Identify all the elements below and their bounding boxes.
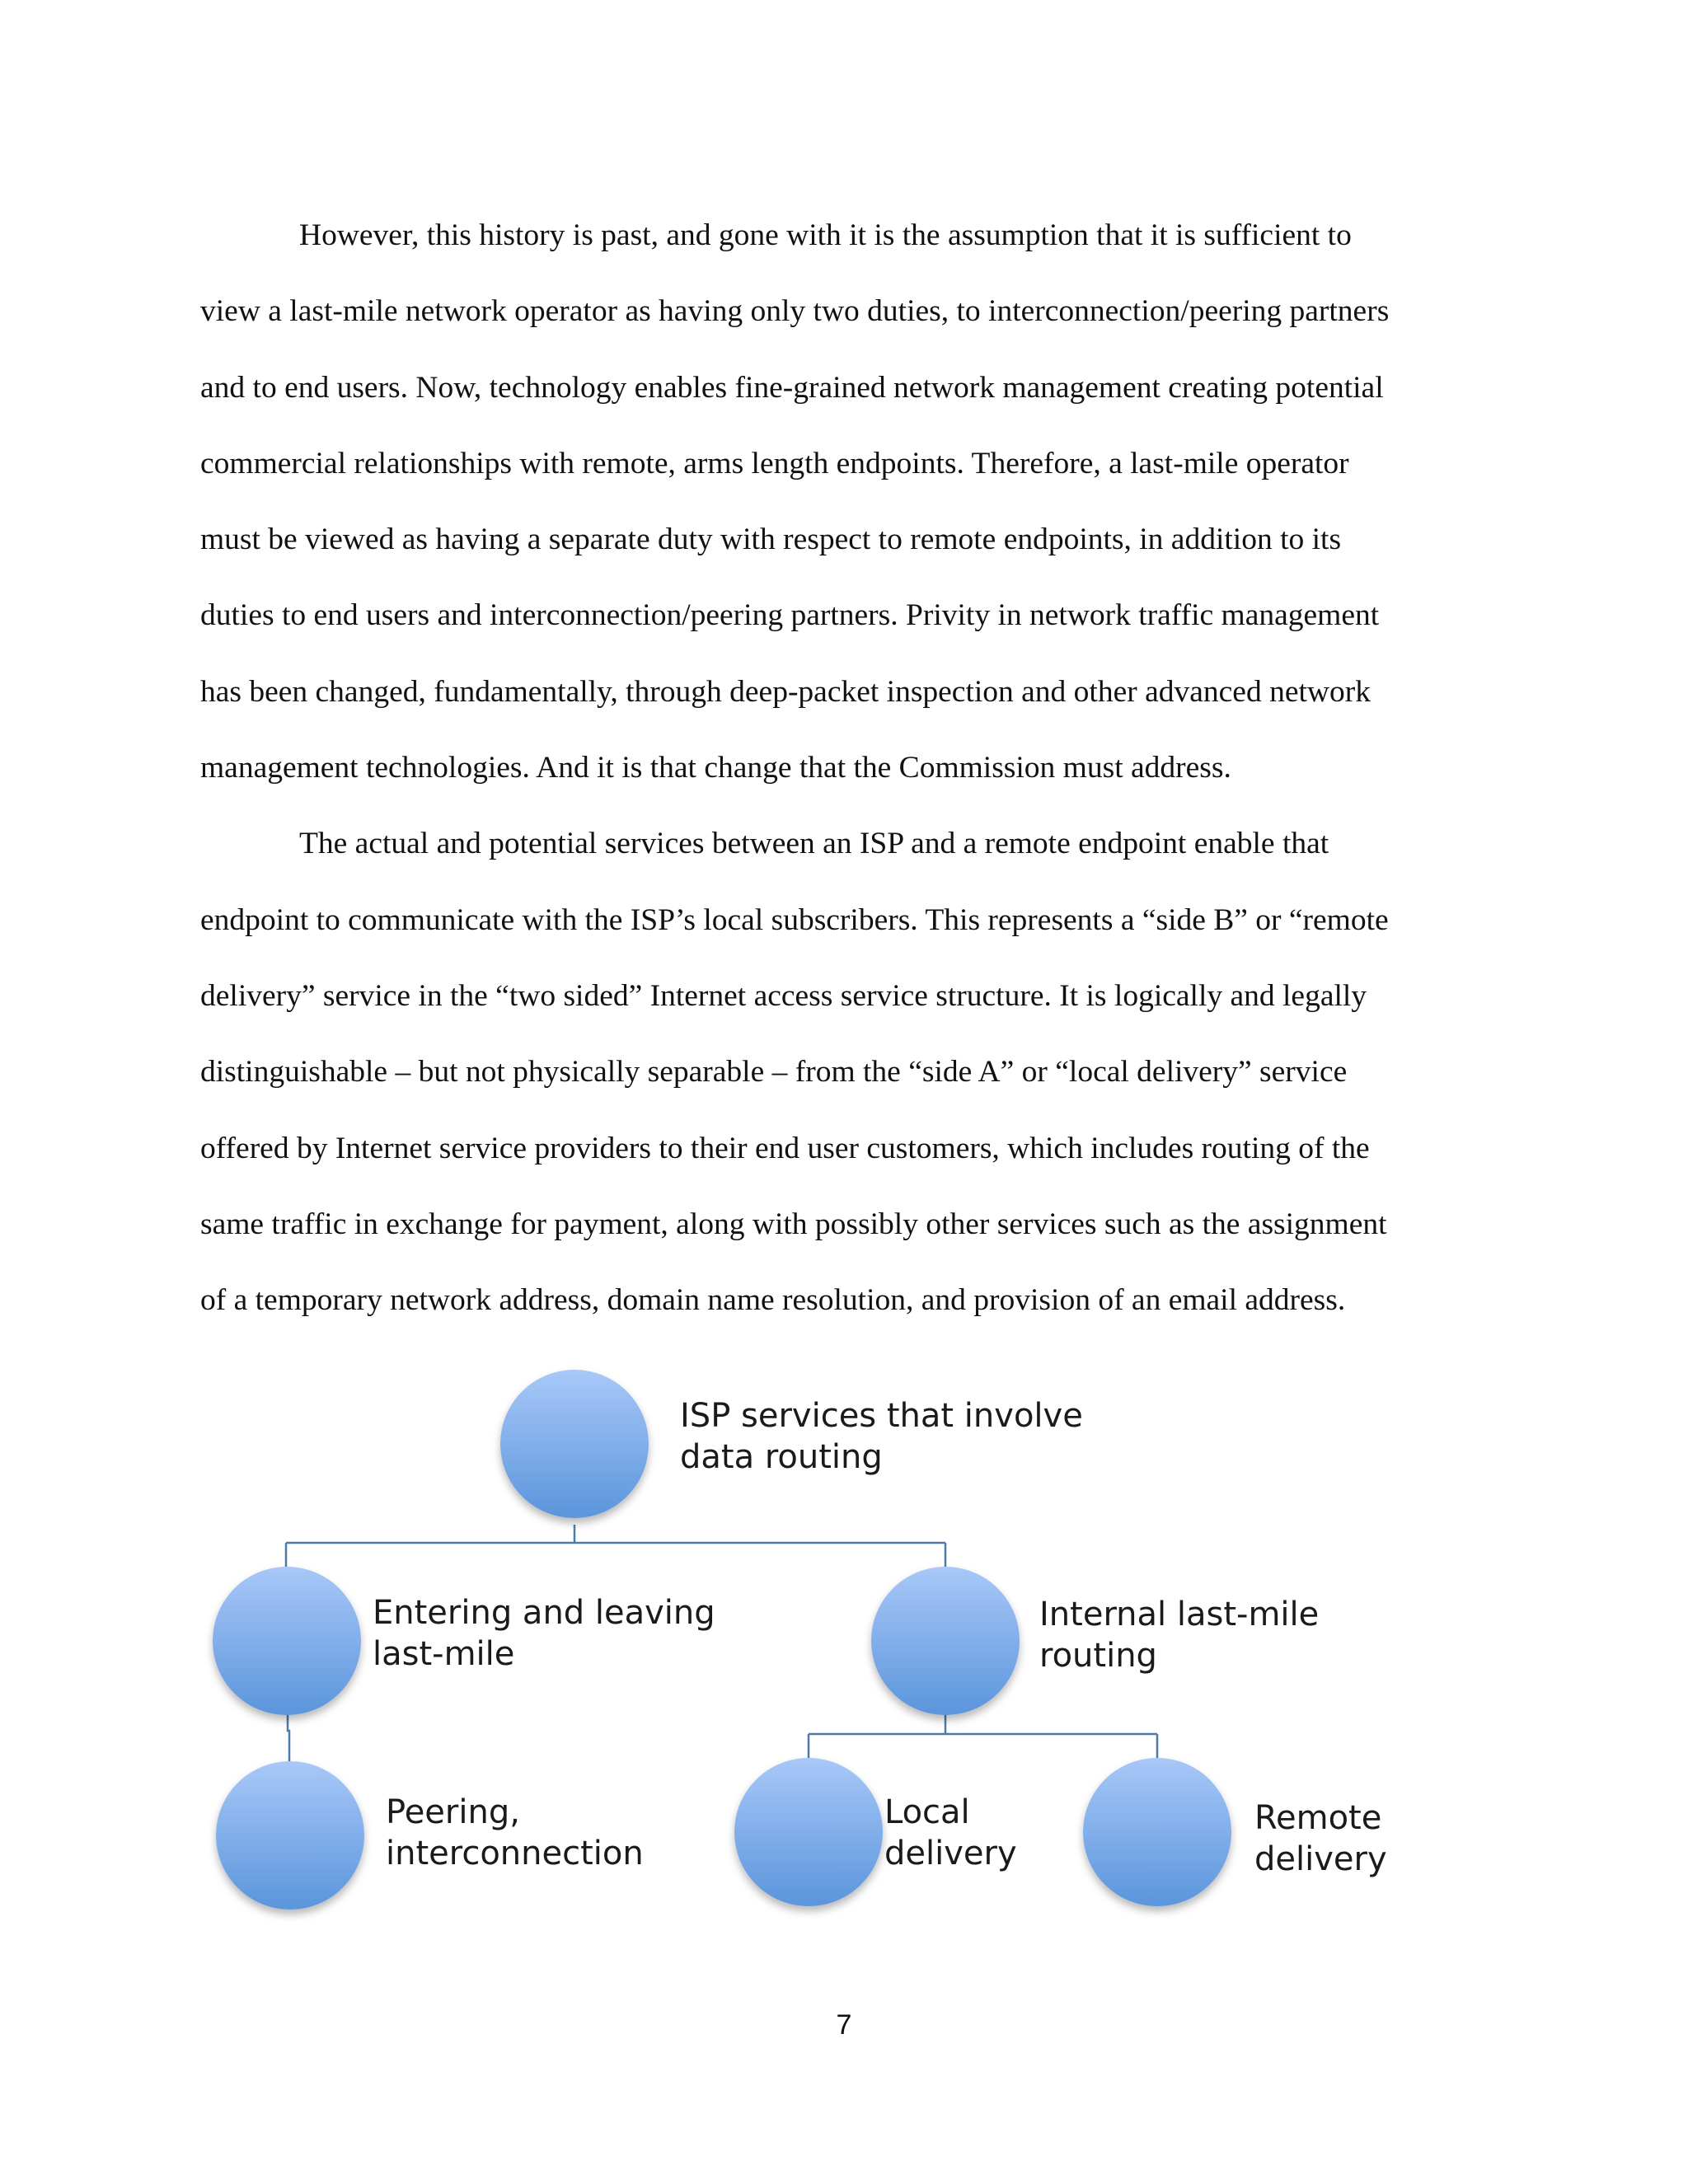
- node-entering-circle: [213, 1567, 361, 1715]
- paragraph-1-line-6: duties to end users and interconnection/peering partners. Privity in network traffic management: [200, 598, 1380, 633]
- paragraph-1-line-1: However, this history is past, and gone with it is the assumption that it is sufficient to: [299, 218, 1352, 252]
- paragraph-2-line-5: offered by Internet service providers to their end user customers, which includes routing of the: [200, 1131, 1370, 1165]
- node-peering-circle: [216, 1761, 364, 1910]
- page-number: 7: [836, 2009, 852, 2041]
- paragraph-2-line-4: distinguishable – but not physically separable – from the “side A” or “local delivery” service: [200, 1055, 1348, 1090]
- node-internal-circle: [871, 1567, 1020, 1715]
- paragraph-2-line-6: same traffic in exchange for payment, along with possibly other services such as the assignment: [200, 1207, 1387, 1241]
- body-text: [200, 198, 1519, 1338]
- paragraph-1-line-7: has been changed, fundamentally, through deep-packet inspection and other advanced network: [200, 674, 1371, 709]
- paragraph-2-line-2: endpoint to communicate with the ISP’s local subscribers. This represents a “side B” or “remote: [200, 902, 1389, 937]
- node-root-circle: [500, 1370, 649, 1518]
- paragraph-2-line-3: delivery” service in the “two sided” Internet access service structure. It is logically and legally: [200, 978, 1367, 1013]
- node-remote-circle: [1083, 1758, 1231, 1906]
- node-local-label: Local delivery: [884, 1793, 1017, 1872]
- node-entering-label: Entering and leaving last-mile: [373, 1594, 715, 1673]
- paragraph-1-line-3: and to end users. Now, technology enables fine-grained network management creating potential: [200, 370, 1384, 405]
- node-remote-label: Remote delivery: [1254, 1799, 1387, 1878]
- paragraph-1-line-5: must be viewed as having a separate duty with respect to remote endpoints, in addition to its: [200, 523, 1342, 557]
- node-root-label: ISP services that involve data routing: [680, 1397, 1083, 1476]
- paragraph-1-line-2: view a last-mile network operator as having only two duties, to interconnection/peering partners: [200, 294, 1390, 329]
- connector-peering: [288, 1714, 289, 1762]
- paragraph-1-line-8: management technologies. And it is that change that the Commission must address.: [200, 751, 1231, 785]
- paragraph-1-line-4: commercial relationships with remote, arms length endpoints. Therefore, a last-mile operator: [200, 446, 1349, 480]
- node-peering-label: Peering, interconnection: [386, 1793, 644, 1872]
- hierarchy-diagram: [0, 1352, 1688, 1929]
- paragraph-2-line-1: The actual and potential services between an ISP and a remote endpoint enable that: [299, 827, 1329, 861]
- node-local-circle: [734, 1758, 883, 1906]
- paragraph-2-line-7: of a temporary network address, domain name resolution, and provision of an email address.: [200, 1283, 1346, 1318]
- node-internal-label: Internal last-mile routing: [1039, 1596, 1320, 1675]
